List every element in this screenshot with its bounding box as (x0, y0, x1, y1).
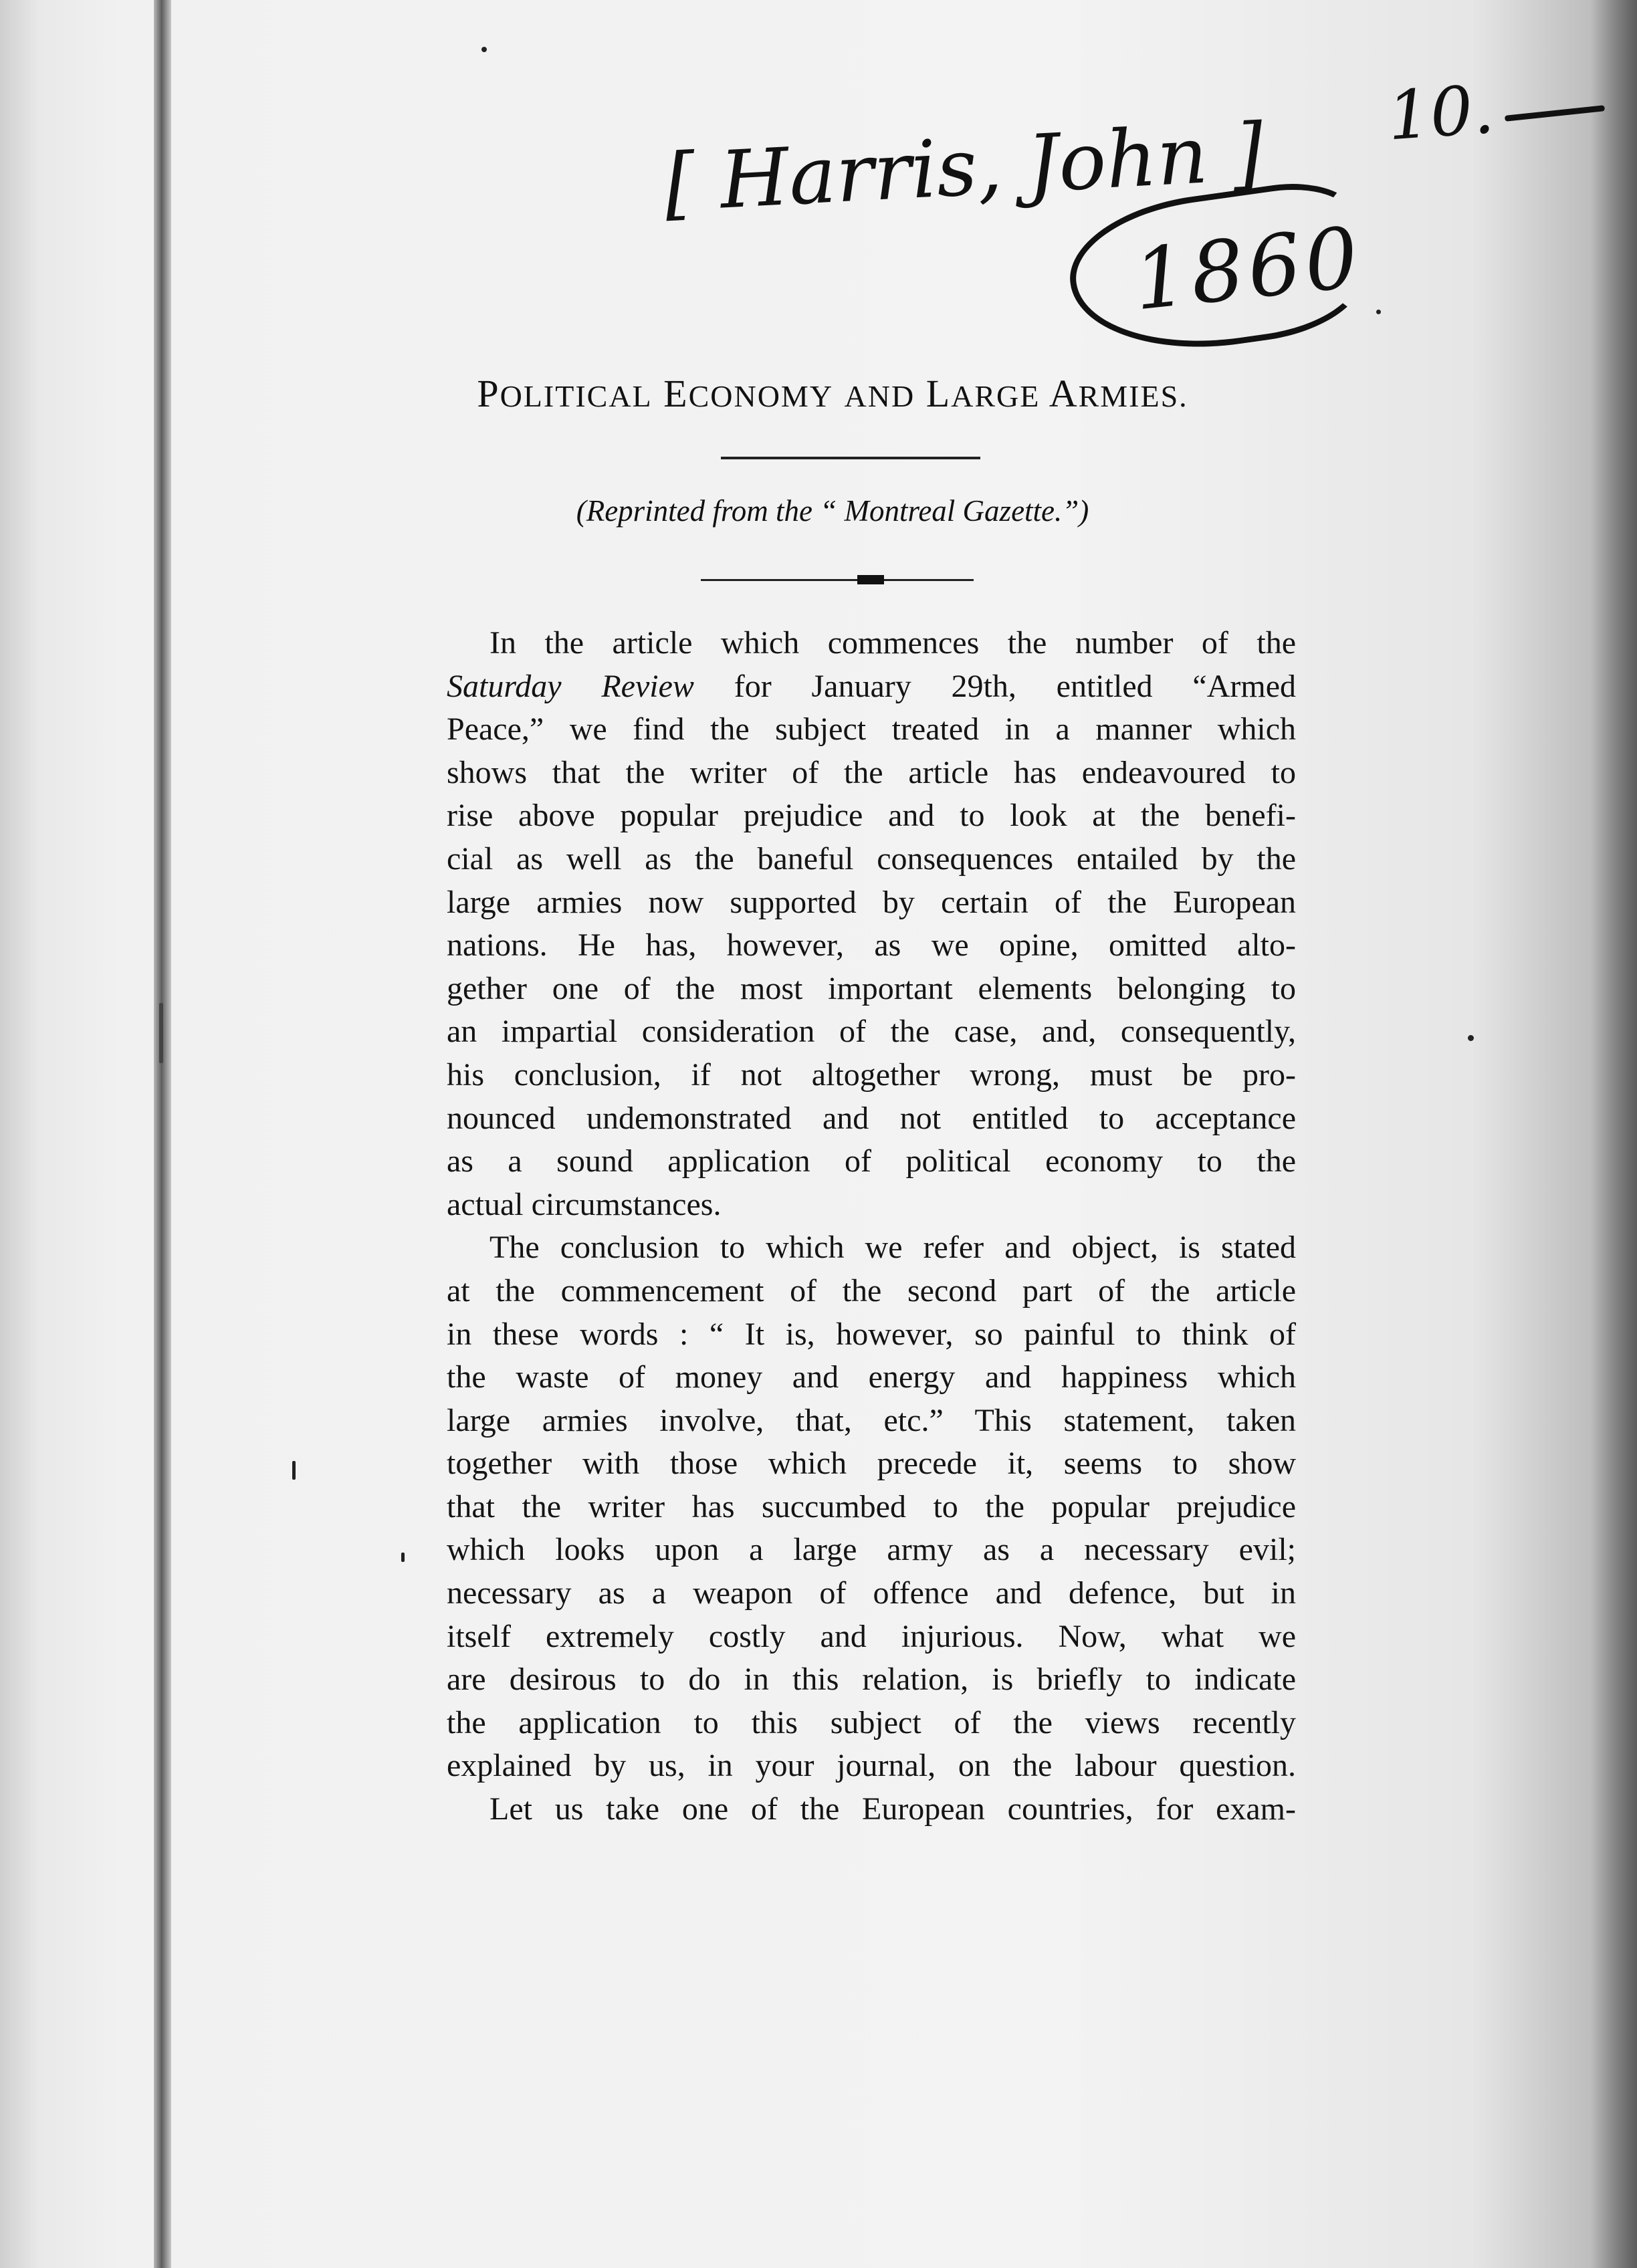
text-line: at the commencement of the second part of the article (447, 1272, 1296, 1309)
text-line: the application to this subject of the views recently (447, 1704, 1296, 1740)
text-line: his conclusion, if not altogether wrong, must be pro- (447, 1056, 1296, 1093)
show-through-bleed-bottom (428, 1815, 1317, 1855)
text-line: an impartial consideration of the case, and, consequently, (447, 1014, 1296, 1050)
paragraph-1 (447, 622, 1296, 1226)
handwritten-number: 10. (1385, 70, 1497, 156)
handwritten-catalog-number: 1860 (1129, 209, 1367, 330)
text-line: itself extremely costly and injurious. Now, what we (447, 1618, 1296, 1654)
text-line: Peace,” we find the subject treated in a manner which (447, 711, 1296, 748)
text-line: that the writer has succumbed to the popular prejudice (447, 1488, 1296, 1524)
text-line: are desirous to do in this relation, is briefly to indicate (447, 1662, 1296, 1698)
text-line: shows that the writer of the article has endeavoured to (447, 754, 1296, 790)
ornamental-rule (701, 579, 974, 581)
text-line: the waste of money and energy and happiness which (447, 1359, 1296, 1395)
publication-title: Saturday Review (447, 668, 694, 704)
text-line: large armies now supported by certain of the European (447, 884, 1296, 920)
page-edge-shadow (1590, 0, 1637, 2268)
reprint-note: (Reprinted from the “ Montreal Gazette.”) (576, 494, 1089, 528)
text-line: actual circumstances. (447, 1186, 722, 1222)
page-gutter-shadow (154, 0, 171, 2268)
article-title: POLITICAL ECONOMY AND LARGE ARMIES. (477, 372, 1188, 415)
text-line: necessary as a weapon of offence and defence, but in (447, 1575, 1296, 1611)
text-line: large armies involve, that, etc.” This statement, taken (447, 1402, 1296, 1438)
text-line: cial as well as the baneful consequences entailed by the (447, 840, 1296, 877)
text-line: explained by us, in your journal, on the labour question. (447, 1748, 1296, 1784)
text-line: The conclusion to which we refer and object, is stated (489, 1230, 1296, 1266)
handwritten-author-note: [ Harris, John ] (662, 106, 1266, 229)
text-line: nations. He has, however, as we opine, omitted alto- (447, 927, 1296, 963)
paragraph-2 (447, 1226, 1296, 1788)
text-line: together with those which precede it, seems to show (447, 1446, 1296, 1482)
text-line: In the article which commences the number of the (489, 625, 1296, 661)
text-line: nounced undemonstrated and not entitled to acceptance (447, 1100, 1296, 1136)
text-line: Let us take one of the European countries, for exam- (489, 1791, 1296, 1827)
text-line: Saturday Review for January 29th, entitled “Armed (447, 668, 1297, 704)
title-rule (721, 457, 980, 459)
text-line: in these words : “ It is, however, so painful to think of (447, 1316, 1296, 1352)
ornamental-rule-center (857, 575, 884, 584)
text-line: as a sound application of political economy to the (447, 1143, 1296, 1179)
article-body (447, 622, 1296, 1831)
text-line: rise above popular prejudice and to look at the benefi- (447, 798, 1296, 834)
text-line: which looks upon a large army as a necessary evil; (447, 1532, 1296, 1568)
text-line: gether one of the most important elements belonging to (447, 970, 1296, 1006)
